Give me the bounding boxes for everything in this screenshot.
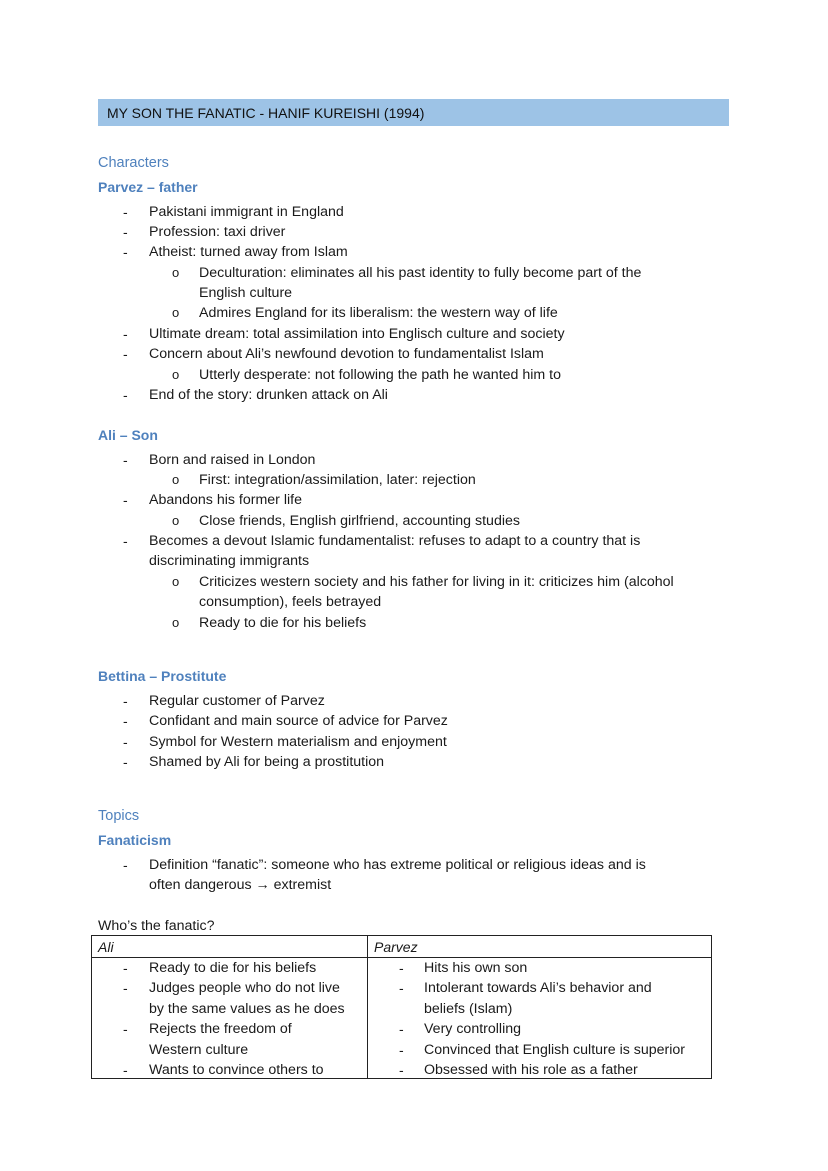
- bullet-dash: -: [123, 1062, 128, 1078]
- table-header-parvez: Parvez: [374, 939, 418, 955]
- ali-subitem: Close friends, English girlfriend, accounting studies: [199, 513, 520, 529]
- bullet-dash: -: [123, 452, 128, 468]
- table-header-ali: Ali: [98, 939, 114, 955]
- document-title: MY SON THE FANATIC - HANIF KUREISHI (1994): [98, 99, 729, 126]
- table-cell-parvez: Very controlling: [424, 1021, 521, 1037]
- table-caption: Who’s the fanatic?: [98, 918, 215, 934]
- bullet-dash: -: [399, 1062, 404, 1078]
- parvez-item: Pakistani immigrant in England: [149, 204, 344, 220]
- bullet-dash: -: [399, 980, 404, 996]
- table-cell-ali: Wants to convince others to: [149, 1062, 324, 1078]
- bullet-circle: o: [172, 513, 180, 528]
- table-cell-ali: Western culture: [149, 1042, 249, 1058]
- bullet-circle: o: [172, 472, 180, 487]
- ali-subitem-cont: consumption), feels betrayed: [199, 594, 382, 610]
- bullet-dash: -: [123, 857, 128, 873]
- table-cell-ali: by the same values as he does: [149, 1001, 345, 1017]
- parvez-subitem: Admires England for its liberalism: the western way of life: [199, 305, 558, 321]
- bullet-dash: -: [123, 204, 128, 220]
- table-cell-parvez: beliefs (Islam): [424, 1001, 513, 1017]
- bullet-dash: -: [123, 533, 128, 549]
- parvez-item: Concern about Ali’s newfound devotion to fundamentalist Islam: [149, 346, 544, 362]
- ali-item: Born and raised in London: [149, 452, 316, 468]
- table-cell-parvez: Hits his own son: [424, 960, 528, 976]
- ali-item: Becomes a devout Islamic fundamentalist: refuses to adapt to a country that is: [149, 533, 641, 549]
- bettina-item: Confidant and main source of advice for Parvez: [149, 713, 448, 729]
- bullet-dash: -: [123, 980, 128, 996]
- characters-heading: Characters: [98, 155, 169, 171]
- bettina-heading: Bettina – Prostitute: [98, 668, 227, 684]
- table-cell-parvez: Intolerant towards Ali’s behavior and: [424, 980, 652, 996]
- ali-item-cont: discriminating immigrants: [149, 553, 310, 569]
- bullet-dash: -: [123, 960, 128, 976]
- bullet-circle: o: [172, 305, 180, 320]
- bullet-circle: o: [172, 367, 180, 382]
- bullet-dash: -: [123, 224, 128, 240]
- table-cell-ali: Rejects the freedom of: [149, 1021, 292, 1037]
- bettina-item: Shamed by Ali for being a prostitution: [149, 754, 385, 770]
- table-cell-ali: Judges people who do not live: [149, 980, 340, 996]
- ali-subitem: Ready to die for his beliefs: [199, 615, 367, 631]
- ali-subitem: First: integration/assimilation, later: rejection: [199, 472, 476, 488]
- fanaticism-heading: Fanaticism: [98, 832, 172, 848]
- fanaticism-item-cont: often dangerous → extremist: [149, 877, 332, 893]
- parvez-subitem: Deculturation: eliminates all his past identity to fully become part of the: [199, 265, 642, 281]
- fanaticism-item: Definition “fanatic”: someone who has extreme political or religious ideas and is: [149, 857, 646, 873]
- parvez-subitem-cont: English culture: [199, 285, 293, 301]
- bullet-circle: o: [172, 574, 180, 589]
- table-cell-parvez: Convinced that English culture is superior: [424, 1042, 686, 1058]
- parvez-item: Atheist: turned away from Islam: [149, 244, 348, 260]
- bullet-dash: -: [399, 1042, 404, 1058]
- bullet-dash: -: [123, 734, 128, 750]
- fanatic-comparison-table: [91, 935, 712, 1079]
- ali-subitem: Criticizes western society and his father for living in it: criticizes him (alcohol: [199, 574, 674, 590]
- bullet-dash: -: [123, 1021, 128, 1037]
- bullet-dash: -: [123, 754, 128, 770]
- bullet-dash: -: [123, 346, 128, 362]
- bullet-dash: -: [399, 960, 404, 976]
- ali-heading: Ali – Son: [98, 427, 158, 443]
- parvez-subitem: Utterly desperate: not following the path he wanted him to: [199, 367, 561, 383]
- bullet-dash: -: [399, 1021, 404, 1037]
- bullet-dash: -: [123, 387, 128, 403]
- bullet-dash: -: [123, 244, 128, 260]
- table-cell-ali: Ready to die for his beliefs: [149, 960, 317, 976]
- ali-item: Abandons his former life: [149, 492, 302, 508]
- parvez-heading: Parvez – father: [98, 179, 198, 195]
- bettina-item: Symbol for Western materialism and enjoyment: [149, 734, 447, 750]
- bullet-circle: o: [172, 615, 180, 630]
- table-cell-parvez: Obsessed with his role as a father: [424, 1062, 638, 1078]
- bullet-dash: -: [123, 693, 128, 709]
- topics-heading: Topics: [98, 808, 140, 824]
- bullet-dash: -: [123, 492, 128, 508]
- parvez-item: Ultimate dream: total assimilation into Englisch culture and society: [149, 326, 565, 342]
- bullet-circle: o: [172, 265, 180, 280]
- parvez-item: Profession: taxi driver: [149, 224, 286, 240]
- parvez-item: End of the story: drunken attack on Ali: [149, 387, 388, 403]
- bullet-dash: -: [123, 326, 128, 342]
- bullet-dash: -: [123, 713, 128, 729]
- bettina-item: Regular customer of Parvez: [149, 693, 325, 709]
